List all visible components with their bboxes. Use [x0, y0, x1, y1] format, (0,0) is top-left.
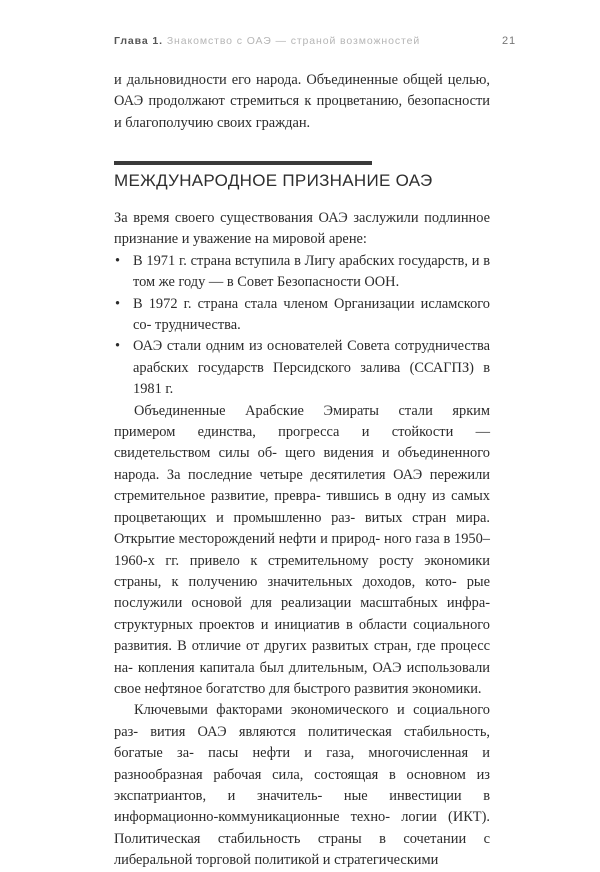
bullet-item — [114, 294, 490, 337]
text-line: ОАЭ стали одним из основателей Совета сотрудничества — [133, 338, 490, 355]
text-line: вития ОАЭ являются политическая стабильность, богатые за- — [114, 723, 490, 762]
text-line: витых стран мира. Открытие месторождений нефти и природ- — [114, 509, 490, 548]
paragraph — [114, 70, 490, 134]
text-line: и дальновидности его народа. Объединенные общей целью, — [114, 72, 490, 88]
text-line: В 1971 г. страна вступила в Лигу арабских государств, — [133, 252, 468, 269]
bullet-icon: • — [115, 295, 121, 312]
section-rule — [114, 161, 372, 165]
text-line: трудничества. — [154, 317, 241, 334]
text-line: копления капитала был длительным, ОАЭ использовали свое — [114, 659, 490, 697]
text-line: Ключевыми факторами экономического и социального раз- — [114, 702, 490, 740]
bullet-item — [114, 251, 490, 294]
chapter-title: Знакомство с ОАЭ — страной возможностей — [166, 35, 421, 47]
section-body — [114, 208, 490, 872]
text-line: сила, состоящая в основном из экспатриантов, и значитель- — [114, 766, 490, 804]
text-line: пасы нефти и газа, многочисленная и разнообразная рабочая — [114, 745, 490, 783]
text-line: с либеральной торговой политикой и стратегическими — [114, 830, 490, 869]
running-header-title — [114, 35, 420, 47]
text-line: и в том же году — в Совет Безопасности ООН. — [133, 252, 491, 291]
section-heading: МЕЖДУНАРОДНОЕ ПРИЗНАНИЕ ОАЭ — [114, 171, 433, 190]
intro-paragraph — [114, 70, 490, 134]
text-line: щего видения и объединенного народа. За последние четыре — [114, 445, 490, 483]
text-line: логии (ИКТ). Политическая стабильность страны в сочетании — [114, 809, 490, 847]
chapter-number: Глава 1. — [114, 35, 163, 47]
text-line: ные инвестиции в информационно-коммуникационные техно- — [114, 787, 490, 826]
bullet-item — [114, 336, 490, 400]
text-line: За время своего существования ОАЭ заслужили подлинное — [114, 210, 490, 226]
text-line: рые послужили основой для реализации масштабных инфра- — [114, 573, 490, 612]
bullet-icon: • — [115, 338, 121, 355]
bullet-icon: • — [115, 252, 121, 269]
lead-paragraph — [114, 208, 490, 251]
text-line: экономики страны, к получению значительных доходов, кото- — [114, 552, 490, 590]
running-header — [114, 35, 516, 47]
page-number: 21 — [501, 35, 516, 47]
paragraph — [114, 700, 490, 871]
text-line: структурных проектов и инициатив в области социального — [114, 616, 490, 633]
text-line: десятилетия ОАЭ пережили стремительное развитие, превра- — [114, 466, 490, 505]
text-line: арабских государств Персидского залива (ССАГПЗ) в 1981 г. — [133, 359, 490, 398]
text-line: тившись в одну из самых процветающих и промышленно раз- — [114, 488, 490, 526]
text-line: Объединенные Арабские Эмираты стали ярким примером — [114, 402, 490, 441]
paragraph — [114, 401, 490, 701]
text-line: признание и уважение на мировой арене: — [114, 231, 367, 248]
bullet-list — [114, 251, 490, 401]
text-line: ного газа в 1950–1960-х гг. привело к стремительному росту — [114, 531, 490, 569]
text-line: нефтяное богатство для быстрого развития экономики. — [144, 680, 482, 697]
text-line: В 1972 г. страна стала членом Организации исламского со- — [133, 295, 490, 334]
text-line: и благополучию своих граждан. — [114, 114, 311, 131]
text-line: развития. В отличие от других развитых стран, где процесс на- — [114, 638, 490, 676]
text-line: единства, прогресса и стойкости — свидетельством силы об- — [114, 424, 490, 462]
text-line: ОАЭ продолжают стремиться к процветанию, безопасности — [114, 93, 490, 110]
